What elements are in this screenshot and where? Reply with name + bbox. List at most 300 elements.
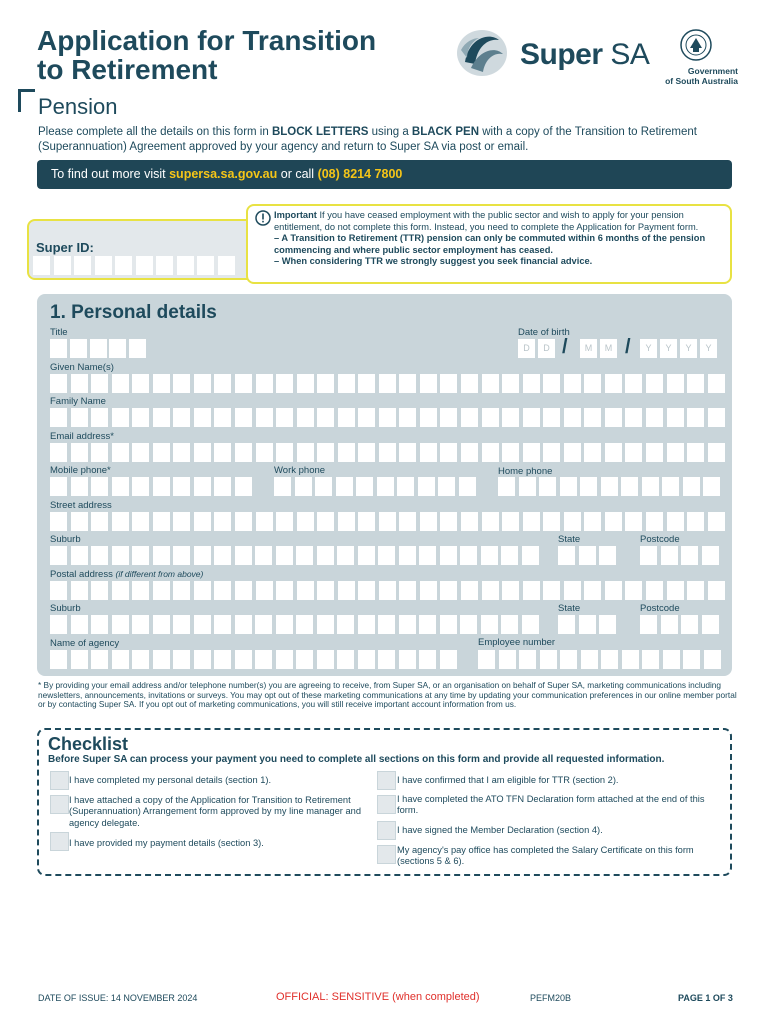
text-field-box[interactable] [173,408,190,427]
suburb-box[interactable] [378,615,395,634]
employee-number-box[interactable] [560,650,577,669]
postal-address-box[interactable] [153,581,170,600]
street-box[interactable] [687,512,704,531]
text-field-box[interactable] [482,408,499,427]
text-field-box[interactable] [50,374,67,393]
postal-address-box[interactable] [214,581,231,600]
text-field-box[interactable] [50,443,67,462]
home-phone-box[interactable] [703,477,720,496]
postcode-box[interactable] [640,546,657,565]
street-box[interactable] [502,512,519,531]
employee-number-box[interactable] [601,650,618,669]
postal-address-box[interactable] [502,581,519,600]
street-box[interactable] [708,512,725,531]
super-id-box[interactable] [33,256,50,275]
work-phone-box[interactable] [356,477,373,496]
agency-box[interactable] [255,650,272,669]
suburb-box[interactable] [112,546,129,565]
work-phone-box[interactable] [459,477,476,496]
street-box[interactable] [256,512,273,531]
agency-box[interactable] [214,650,231,669]
work-phone-box[interactable] [336,477,353,496]
super-id-box[interactable] [136,256,153,275]
checklist-checkbox-right-1[interactable] [377,771,396,790]
suburb-box[interactable] [91,546,108,565]
home-phone-box[interactable] [621,477,638,496]
agency-box[interactable] [378,650,395,669]
suburb-box[interactable] [132,615,149,634]
street-box[interactable] [564,512,581,531]
agency-box[interactable] [276,650,293,669]
text-field-box[interactable] [91,374,108,393]
suburb-box[interactable] [481,615,498,634]
text-field-box[interactable] [461,374,478,393]
agency-box[interactable] [235,650,252,669]
street-box[interactable] [379,512,396,531]
suburb-box[interactable] [317,615,334,634]
text-field-box[interactable] [338,374,355,393]
text-field-box[interactable] [605,408,622,427]
suburb-box[interactable] [132,546,149,565]
text-field-box[interactable] [646,374,663,393]
agency-box[interactable] [317,650,334,669]
text-field-box[interactable] [543,408,560,427]
work-phone-box[interactable] [397,477,414,496]
employee-number-box[interactable] [540,650,557,669]
agency-box[interactable] [91,650,108,669]
text-field-box[interactable] [564,443,581,462]
checklist-checkbox-right-3[interactable] [377,821,396,840]
suburb-box[interactable] [255,615,272,634]
super-id-box[interactable] [156,256,173,275]
state-box[interactable] [558,546,575,565]
street-box[interactable] [112,512,129,531]
text-field-box[interactable] [461,443,478,462]
checklist-checkbox-left-3[interactable] [50,832,69,851]
text-field-box[interactable] [420,443,437,462]
suburb-box[interactable] [440,546,457,565]
employee-number-box[interactable] [499,650,516,669]
suburb-box[interactable] [296,615,313,634]
postcode-box[interactable] [702,546,719,565]
text-field-box[interactable] [256,408,273,427]
street-box[interactable] [173,512,190,531]
super-id-box[interactable] [95,256,112,275]
suburb-box[interactable] [153,615,170,634]
mobile-phone-box[interactable] [112,477,129,496]
text-field-box[interactable] [502,374,519,393]
postal-address-box[interactable] [276,581,293,600]
text-field-box[interactable] [461,408,478,427]
text-field-box[interactable] [317,443,334,462]
work-phone-box[interactable] [438,477,455,496]
title-box[interactable] [90,339,107,358]
employee-number-box[interactable] [663,650,680,669]
work-phone-box[interactable] [418,477,435,496]
suburb-box[interactable] [296,546,313,565]
suburb-box[interactable] [173,615,190,634]
text-field-box[interactable] [276,443,293,462]
street-box[interactable] [91,512,108,531]
suburb-box[interactable] [71,615,88,634]
postcode-box[interactable] [681,546,698,565]
postal-address-box[interactable] [399,581,416,600]
checklist-checkbox-left-2[interactable] [50,795,69,814]
postcode-box[interactable] [661,546,678,565]
text-field-box[interactable] [358,443,375,462]
employee-number-box[interactable] [704,650,721,669]
super-id-box[interactable] [218,256,235,275]
text-field-box[interactable] [440,443,457,462]
text-field-box[interactable] [625,374,642,393]
text-field-box[interactable] [112,408,129,427]
text-field-box[interactable] [153,408,170,427]
text-field-box[interactable] [399,443,416,462]
street-box[interactable] [194,512,211,531]
title-box[interactable] [50,339,67,358]
suburb-box[interactable] [235,615,252,634]
suburb-box[interactable] [194,546,211,565]
phone-link[interactable]: (08) 8214 7800 [317,167,403,181]
agency-box[interactable] [132,650,149,669]
super-id-box[interactable] [177,256,194,275]
suburb-box[interactable] [501,615,518,634]
text-field-box[interactable] [523,374,540,393]
state-box[interactable] [579,546,596,565]
postal-address-box[interactable] [173,581,190,600]
suburb-box[interactable] [419,615,436,634]
street-box[interactable] [625,512,642,531]
text-field-box[interactable] [605,374,622,393]
text-field-box[interactable] [523,443,540,462]
text-field-box[interactable] [194,443,211,462]
employee-number-box[interactable] [478,650,495,669]
street-box[interactable] [646,512,663,531]
text-field-box[interactable] [71,408,88,427]
text-field-box[interactable] [667,408,684,427]
street-box[interactable] [482,512,499,531]
street-box[interactable] [523,512,540,531]
super-id-box[interactable] [74,256,91,275]
postal-address-box[interactable] [461,581,478,600]
text-field-box[interactable] [379,443,396,462]
postal-address-box[interactable] [379,581,396,600]
work-phone-box[interactable] [377,477,394,496]
employee-number-box[interactable] [519,650,536,669]
employee-number-box[interactable] [683,650,700,669]
agency-box[interactable] [112,650,129,669]
dob-box[interactable]: Y [700,339,717,358]
postal-address-box[interactable] [358,581,375,600]
checklist-checkbox-right-2[interactable] [377,795,396,814]
suburb-box[interactable] [50,546,67,565]
dob-box[interactable]: M [580,339,597,358]
text-field-box[interactable] [317,374,334,393]
home-phone-box[interactable] [498,477,515,496]
state-box[interactable] [599,615,616,634]
text-field-box[interactable] [687,374,704,393]
text-field-box[interactable] [502,408,519,427]
agency-box[interactable] [419,650,436,669]
suburb-box[interactable] [235,546,252,565]
text-field-box[interactable] [440,374,457,393]
text-field-box[interactable] [112,374,129,393]
title-box[interactable] [70,339,87,358]
mobile-phone-box[interactable] [194,477,211,496]
agency-box[interactable] [358,650,375,669]
text-field-box[interactable] [194,374,211,393]
text-field-box[interactable] [256,443,273,462]
home-phone-box[interactable] [601,477,618,496]
suburb-box[interactable] [481,546,498,565]
text-field-box[interactable] [564,374,581,393]
street-box[interactable] [338,512,355,531]
home-phone-box[interactable] [683,477,700,496]
postal-address-box[interactable] [605,581,622,600]
suburb-box[interactable] [399,615,416,634]
text-field-box[interactable] [646,443,663,462]
text-field-box[interactable] [276,374,293,393]
suburb-box[interactable] [460,615,477,634]
street-box[interactable] [667,512,684,531]
text-field-box[interactable] [564,408,581,427]
text-field-box[interactable] [235,374,252,393]
text-field-box[interactable] [153,374,170,393]
postcode-box[interactable] [681,615,698,634]
suburb-box[interactable] [255,546,272,565]
text-field-box[interactable] [482,443,499,462]
text-field-box[interactable] [708,374,725,393]
text-field-box[interactable] [338,408,355,427]
street-box[interactable] [317,512,334,531]
postal-address-box[interactable] [132,581,149,600]
dob-box[interactable]: D [538,339,555,358]
dob-box[interactable]: Y [640,339,657,358]
postal-address-box[interactable] [71,581,88,600]
dob-box[interactable]: Y [660,339,677,358]
suburb-box[interactable] [440,615,457,634]
text-field-box[interactable] [379,374,396,393]
text-field-box[interactable] [440,408,457,427]
dob-box[interactable]: Y [680,339,697,358]
text-field-box[interactable] [502,443,519,462]
text-field-box[interactable] [71,443,88,462]
text-field-box[interactable] [379,408,396,427]
super-id-box[interactable] [54,256,71,275]
state-box[interactable] [599,546,616,565]
home-phone-box[interactable] [519,477,536,496]
agency-box[interactable] [337,650,354,669]
postcode-box[interactable] [702,615,719,634]
text-field-box[interactable] [687,408,704,427]
street-box[interactable] [235,512,252,531]
text-field-box[interactable] [358,374,375,393]
text-field-box[interactable] [482,374,499,393]
postal-address-box[interactable] [687,581,704,600]
suburb-box[interactable] [91,615,108,634]
street-box[interactable] [440,512,457,531]
suburb-box[interactable] [276,546,293,565]
text-field-box[interactable] [667,374,684,393]
text-field-box[interactable] [132,374,149,393]
agency-box[interactable] [153,650,170,669]
home-phone-box[interactable] [642,477,659,496]
home-phone-box[interactable] [580,477,597,496]
website-link[interactable]: supersa.sa.gov.au [169,167,278,181]
postal-address-box[interactable] [112,581,129,600]
postcode-box[interactable] [661,615,678,634]
text-field-box[interactable] [399,374,416,393]
text-field-box[interactable] [91,408,108,427]
text-field-box[interactable] [297,374,314,393]
employee-number-box[interactable] [622,650,639,669]
suburb-box[interactable] [358,546,375,565]
postal-address-box[interactable] [584,581,601,600]
text-field-box[interactable] [625,443,642,462]
street-box[interactable] [214,512,231,531]
suburb-box[interactable] [419,546,436,565]
postal-address-box[interactable] [646,581,663,600]
suburb-box[interactable] [522,615,539,634]
text-field-box[interactable] [91,443,108,462]
suburb-box[interactable] [522,546,539,565]
postal-address-box[interactable] [317,581,334,600]
text-field-box[interactable] [214,374,231,393]
suburb-box[interactable] [214,615,231,634]
postal-address-box[interactable] [543,581,560,600]
postal-address-box[interactable] [523,581,540,600]
checklist-checkbox-left-1[interactable] [50,771,69,790]
suburb-box[interactable] [214,546,231,565]
mobile-phone-box[interactable] [173,477,190,496]
text-field-box[interactable] [584,374,601,393]
work-phone-box[interactable] [295,477,312,496]
postcode-box[interactable] [640,615,657,634]
street-box[interactable] [153,512,170,531]
super-id-box[interactable] [197,256,214,275]
text-field-box[interactable] [153,443,170,462]
text-field-box[interactable] [708,443,725,462]
postal-address-box[interactable] [708,581,725,600]
text-field-box[interactable] [194,408,211,427]
street-box[interactable] [276,512,293,531]
text-field-box[interactable] [276,408,293,427]
suburb-box[interactable] [112,615,129,634]
mobile-phone-box[interactable] [71,477,88,496]
home-phone-box[interactable] [560,477,577,496]
employee-number-box[interactable] [642,650,659,669]
street-box[interactable] [50,512,67,531]
text-field-box[interactable] [173,443,190,462]
text-field-box[interactable] [708,408,725,427]
suburb-box[interactable] [50,615,67,634]
text-field-box[interactable] [667,443,684,462]
postal-address-box[interactable] [235,581,252,600]
text-field-box[interactable] [687,443,704,462]
postal-address-box[interactable] [625,581,642,600]
text-field-box[interactable] [646,408,663,427]
title-box[interactable] [129,339,146,358]
suburb-box[interactable] [317,546,334,565]
mobile-phone-box[interactable] [153,477,170,496]
street-box[interactable] [420,512,437,531]
agency-box[interactable] [296,650,313,669]
agency-box[interactable] [399,650,416,669]
text-field-box[interactable] [420,374,437,393]
suburb-box[interactable] [153,546,170,565]
dob-box[interactable]: D [518,339,535,358]
agency-box[interactable] [50,650,67,669]
postal-address-box[interactable] [667,581,684,600]
text-field-box[interactable] [50,408,67,427]
work-phone-box[interactable] [274,477,291,496]
text-field-box[interactable] [71,374,88,393]
street-box[interactable] [461,512,478,531]
text-field-box[interactable] [297,408,314,427]
postal-address-box[interactable] [194,581,211,600]
postal-address-box[interactable] [91,581,108,600]
text-field-box[interactable] [543,443,560,462]
suburb-box[interactable] [71,546,88,565]
text-field-box[interactable] [358,408,375,427]
text-field-box[interactable] [214,408,231,427]
state-box[interactable] [579,615,596,634]
street-box[interactable] [543,512,560,531]
postal-address-box[interactable] [482,581,499,600]
text-field-box[interactable] [605,443,622,462]
employee-number-box[interactable] [581,650,598,669]
suburb-box[interactable] [399,546,416,565]
text-field-box[interactable] [584,443,601,462]
mobile-phone-box[interactable] [214,477,231,496]
suburb-box[interactable] [378,546,395,565]
postal-address-box[interactable] [338,581,355,600]
text-field-box[interactable] [543,374,560,393]
street-box[interactable] [71,512,88,531]
text-field-box[interactable] [338,443,355,462]
text-field-box[interactable] [235,408,252,427]
postal-address-box[interactable] [564,581,581,600]
suburb-box[interactable] [276,615,293,634]
text-field-box[interactable] [625,408,642,427]
home-phone-box[interactable] [662,477,679,496]
text-field-box[interactable] [173,374,190,393]
postal-address-box[interactable] [256,581,273,600]
suburb-box[interactable] [337,615,354,634]
text-field-box[interactable] [112,443,129,462]
street-box[interactable] [399,512,416,531]
text-field-box[interactable] [235,443,252,462]
suburb-box[interactable] [337,546,354,565]
title-box[interactable] [109,339,126,358]
mobile-phone-box[interactable] [50,477,67,496]
super-id-box[interactable] [115,256,132,275]
suburb-box[interactable] [358,615,375,634]
agency-box[interactable] [71,650,88,669]
mobile-phone-box[interactable] [91,477,108,496]
street-box[interactable] [584,512,601,531]
street-box[interactable] [297,512,314,531]
agency-box[interactable] [194,650,211,669]
text-field-box[interactable] [132,443,149,462]
suburb-box[interactable] [173,546,190,565]
suburb-box[interactable] [460,546,477,565]
dob-box[interactable]: M [600,339,617,358]
text-field-box[interactable] [214,443,231,462]
text-field-box[interactable] [132,408,149,427]
postal-address-box[interactable] [50,581,67,600]
street-box[interactable] [358,512,375,531]
